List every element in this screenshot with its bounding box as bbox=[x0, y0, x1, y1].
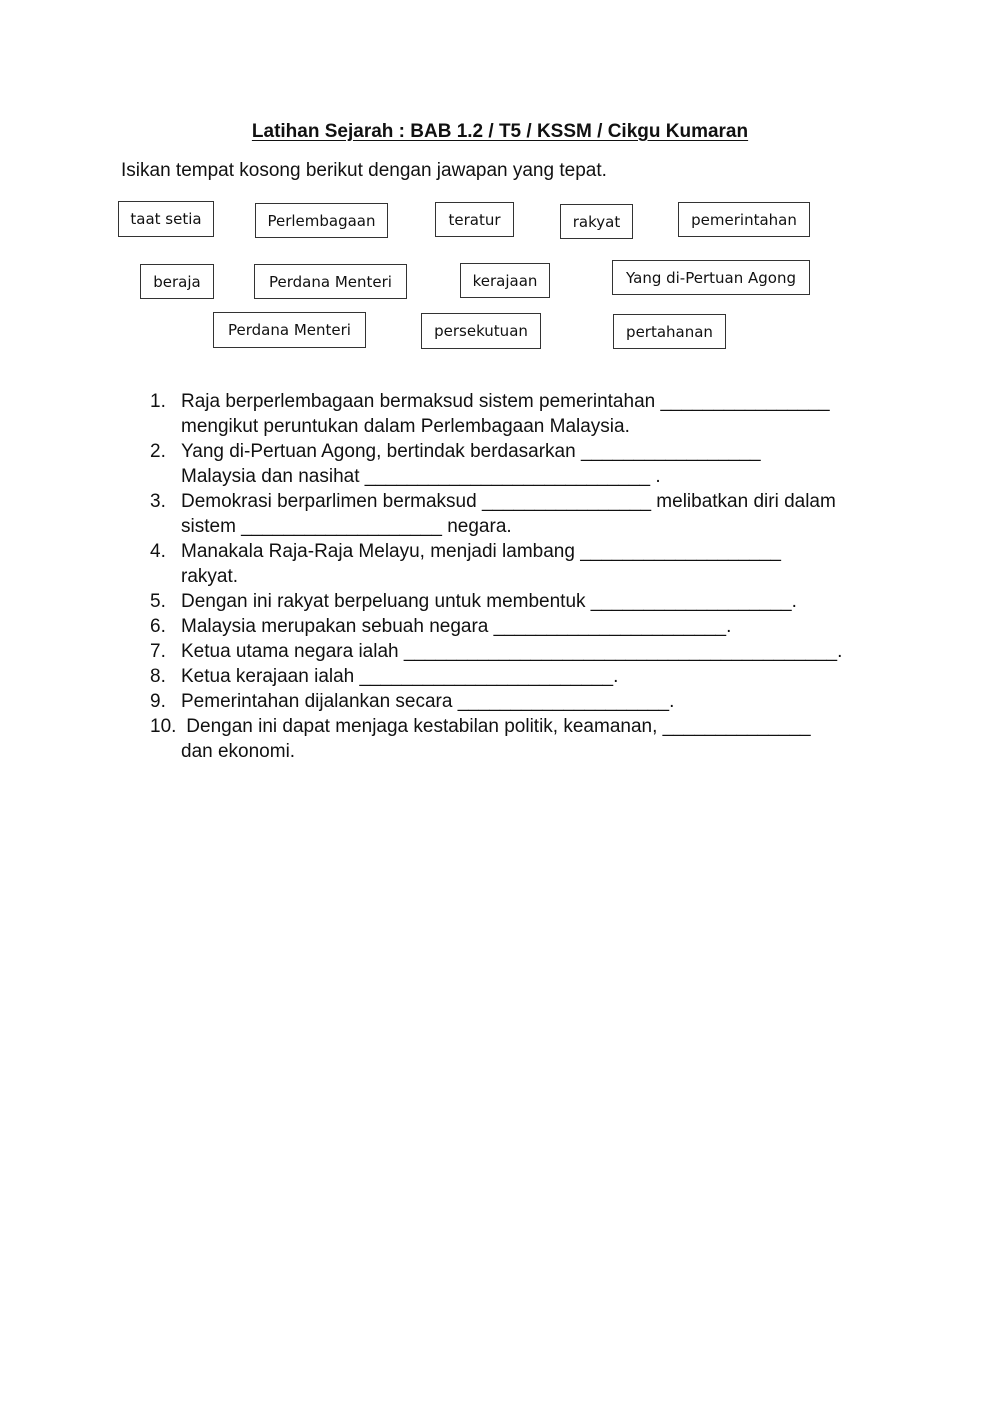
word-card-kerajaan[interactable]: kerajaan bbox=[460, 263, 550, 298]
word-card-persekutuan[interactable]: persekutuan bbox=[421, 313, 541, 349]
question-text: Manakala Raja-Raja Melayu, menjadi lambang ___________________ bbox=[181, 541, 781, 562]
question-item bbox=[150, 589, 890, 614]
question-text-continued: mengikut peruntukan dalam Perlembagaan Malaysia. bbox=[181, 416, 630, 437]
question-number: 1. bbox=[150, 391, 166, 412]
question-text-continued: dan ekonomi. bbox=[181, 741, 296, 762]
question-item bbox=[150, 714, 890, 764]
question-text-continued: sistem ___________________ negara. bbox=[181, 516, 512, 537]
question-text: Ketua kerajaan ialah ________________________. bbox=[181, 666, 619, 687]
word-card-teratur[interactable]: teratur bbox=[435, 202, 514, 237]
question-number: 9. bbox=[150, 691, 166, 712]
question-text: Ketua utama negara ialah _________________________________________. bbox=[181, 641, 843, 662]
question-item bbox=[150, 439, 890, 489]
question-number: 7. bbox=[150, 641, 166, 662]
question-item bbox=[150, 539, 890, 589]
question-number: 10. bbox=[150, 716, 177, 737]
question-text: Demokrasi berparlimen bermaksud ________________ melibatkan diri dalam bbox=[181, 491, 836, 512]
word-card-perlembagaan[interactable]: Perlembagaan bbox=[255, 203, 388, 238]
question-text: Yang di-Pertuan Agong, bertindak berdasarkan _________________ bbox=[181, 441, 761, 462]
question-item bbox=[150, 489, 890, 539]
question-number: 2. bbox=[150, 441, 166, 462]
question-number: 6. bbox=[150, 616, 166, 637]
question-text-continued: rakyat. bbox=[181, 566, 239, 587]
question-number: 5. bbox=[150, 591, 166, 612]
question-text: Dengan ini dapat menjaga kestabilan politik, keamanan, ______________ bbox=[181, 716, 811, 737]
question-text: Malaysia merupakan sebuah negara ______________________. bbox=[181, 616, 732, 637]
question-text-continued: Malaysia dan nasihat ___________________________ . bbox=[181, 466, 661, 487]
question-item bbox=[150, 639, 890, 664]
question-list bbox=[150, 389, 890, 764]
word-card-yang-di-pertuan-agong[interactable]: Yang di-Pertuan Agong bbox=[612, 260, 810, 295]
question-number: 3. bbox=[150, 491, 166, 512]
question-item bbox=[150, 664, 890, 689]
question-text: Dengan ini rakyat berpeluang untuk membentuk ___________________. bbox=[181, 591, 797, 612]
word-card-pemerintahan[interactable]: pemerintahan bbox=[678, 202, 810, 237]
word-card-perdana-menteri-2[interactable]: Perdana Menteri bbox=[213, 312, 366, 348]
worksheet-title: Latihan Sejarah : BAB 1.2 / T5 / KSSM / Cikgu Kumaran bbox=[251, 121, 749, 142]
question-text: Raja berperlembagaan bermaksud sistem pemerintahan ________________ bbox=[181, 391, 830, 412]
question-text: Pemerintahan dijalankan secara ____________________. bbox=[181, 691, 675, 712]
instruction-text: Isikan tempat kosong berikut dengan jawapan yang tepat. bbox=[121, 160, 607, 181]
question-item bbox=[150, 689, 890, 714]
word-card-perdana-menteri-1[interactable]: Perdana Menteri bbox=[254, 264, 407, 299]
question-number: 4. bbox=[150, 541, 166, 562]
word-card-beraja[interactable]: beraja bbox=[140, 264, 214, 299]
question-item bbox=[150, 614, 890, 639]
word-card-rakyat[interactable]: rakyat bbox=[560, 204, 633, 239]
question-item bbox=[150, 389, 890, 439]
word-card-pertahanan[interactable]: pertahanan bbox=[613, 314, 726, 349]
question-number: 8. bbox=[150, 666, 166, 687]
word-card-taat-setia[interactable]: taat setia bbox=[118, 201, 214, 237]
